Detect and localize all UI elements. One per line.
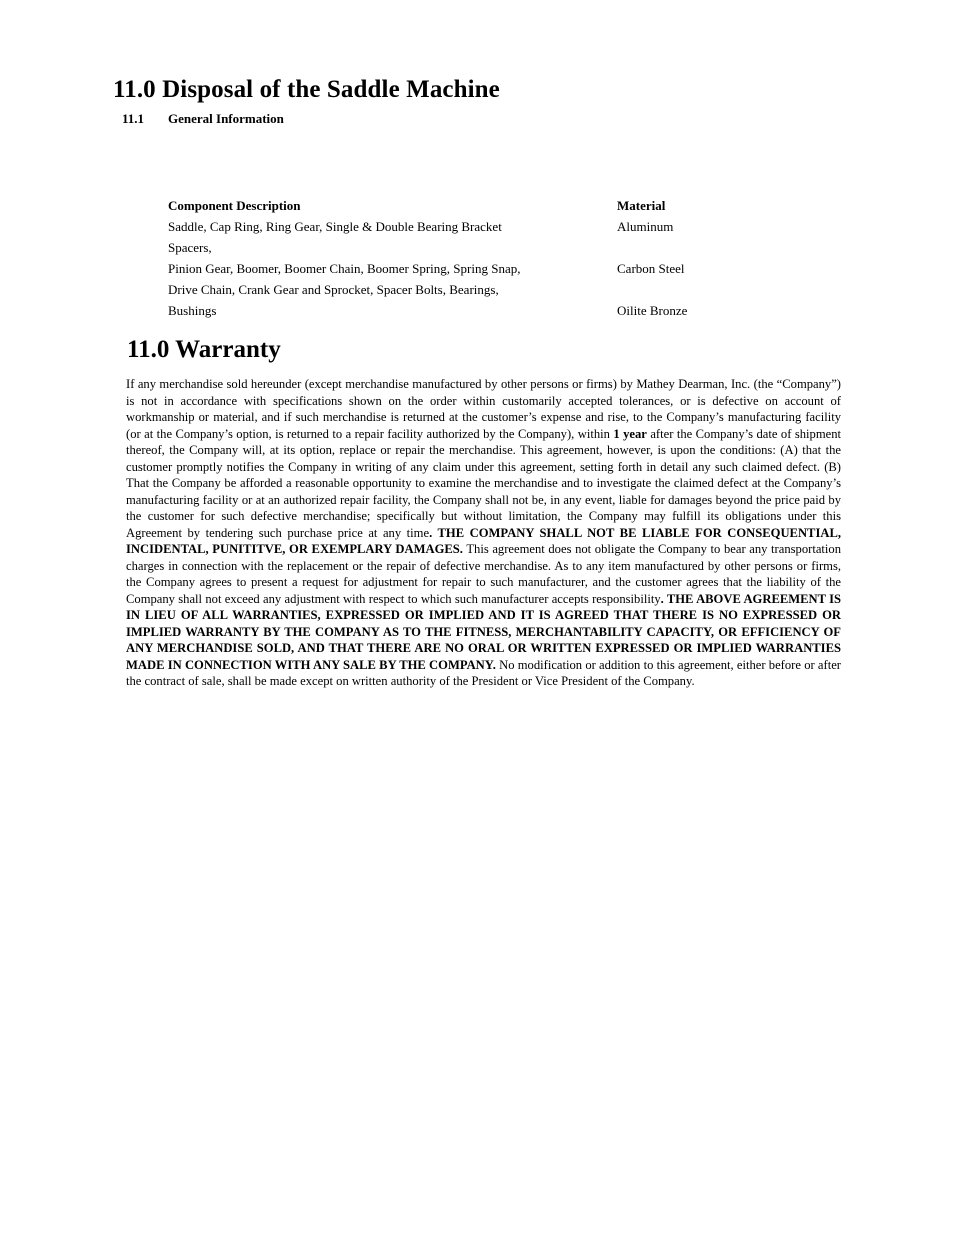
material-cell: Oilite Bronze (617, 303, 688, 318)
material-cell: Carbon Steel (617, 261, 685, 276)
material-cell (617, 279, 728, 300)
warranty-paragraph (126, 376, 841, 690)
table-row (168, 258, 728, 279)
component-description-cell: Spacers, (168, 240, 212, 255)
subsection-number: 11.1 (122, 111, 145, 126)
component-description-cell: Saddle, Cap Ring, Ring Gear, Single & Double Bearing Bracket (168, 219, 502, 234)
general-information-subheading (122, 111, 284, 127)
warranty-text-4: No modification or addition to this agreement, either before or after the contract of sale, shall be made except on written authority of the President or Vice President of the Company. (126, 657, 841, 688)
warranty-term-bold: 1 year (613, 426, 647, 441)
component-description-cell: Pinion Gear, Boomer, Boomer Chain, Boomer Spring, Spring Snap, (168, 261, 521, 276)
warranty-text-2: after the Company’s date of shipment thereof, the Company will, at its option, replace or repair the merchandise. This agreement, however, is upon the conditions: (A) that the customer promptly notifies the Company in writing of any claim under this agreement, setting forth in detail any such claimed defect. (B) That the Company be afforded a reasonable opportunity to examine the merchandise and to investigate the claimed defect at the Company’s manufacturing facility or at an authorized repair facility, the Company shall not be, in any event, liable for damages beyond the price paid by the customer for such defective merchandise; specifically but without limitation, the Company may fulfill its obligations under this Agreement by tendering such purchase price at any time (126, 426, 841, 540)
table-row (168, 279, 728, 300)
subsection-title: General Information (168, 111, 284, 126)
warranty-text-1: If any merchandise sold hereunder (except merchandise manufactured by other persons or firms) by Mathey Dearman, Inc. (the “Company”) is not in accordance with specifications shown on the order within customarily accepted tolerances, or is defective on account of workmanship or material, and if such merchandise is returned at the customer’s expense and rise, to the Company’s manufacturing facility (or at the Company’s option, is returned to a repair facility authorized by the Company), within (126, 377, 841, 441)
liability-disclaimer-bold: . THE COMPANY SHALL NOT BE LIABLE FOR CONSEQUENTIAL, INCIDENTAL, PUNITITVE, OR EXEMPLARY DAMAGES. (126, 525, 841, 556)
table-row (168, 216, 728, 237)
warranty-section-title: 11.0 Warranty (127, 336, 281, 363)
column-header-description: Component Description (168, 198, 301, 213)
disposal-section-title: 11.0 Disposal of the Saddle Machine (113, 76, 500, 103)
table-row (168, 237, 728, 258)
material-cell (617, 237, 728, 258)
material-cell: Aluminum (617, 219, 674, 234)
column-header-material: Material (617, 198, 666, 213)
component-description-cell: Bushings (168, 303, 217, 318)
warranty-disclaimer-bold: . THE ABOVE AGREEMENT IS IN LIEU OF ALL WARRANTIES, EXPRESSED OR IMPLIED AND IT IS AGREED THAT THERE IS NO EXPRESSED OR IMPLIED WARRANTY BY THE COMPANY AS TO THE FITNESS, MERCHANTABILITY CAPACITY, OR EFFICIENCY OF ANY MERCHANDISE SOLD, AND THAT THERE ARE NO ORAL OR WRITTEN EXPRESSED OR IMPLIED WARRANTIES MADE IN CONNECTION WITH ANY SALE BY THE COMPANY. (126, 591, 842, 672)
table-header-row (168, 195, 728, 216)
warranty-text-3: This agreement does not obligate the Company to bear any transportation charges in connection with the replacement or the repair of defective merchandise. As to any item manufactured by other persons or firms, the Company agrees to present a request for adjustment for repair to such manufacturer, and the customer agrees that the liability of the Company shall not exceed any adjustment with respect to which such manufacturer accepts responsibility (126, 542, 841, 606)
table-row (168, 300, 728, 321)
materials-table (168, 195, 728, 321)
component-description-cell: Drive Chain, Crank Gear and Sprocket, Spacer Bolts, Bearings, (168, 282, 499, 297)
